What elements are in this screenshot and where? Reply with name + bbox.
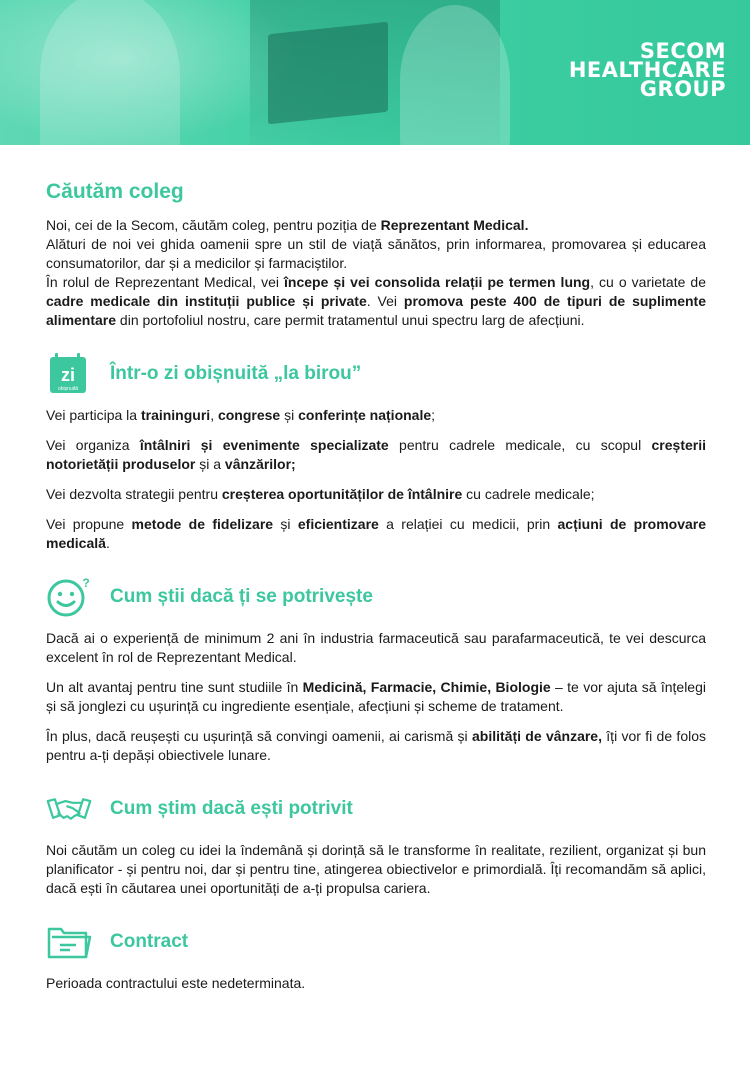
handshake-icon — [46, 786, 92, 832]
bold-text: începe și vei consolida relații pe termen lung — [284, 274, 591, 290]
text-run: pentru cadrele medicale, cu scopul — [388, 437, 652, 453]
bold-text: metode de fidelizare — [131, 516, 274, 532]
intro-paragraph — [46, 273, 706, 330]
logo-line-2: HEALTHCARE — [568, 58, 726, 82]
section-header — [46, 918, 706, 966]
text-run: cu cadrele medicale; — [462, 486, 595, 502]
text-run: În plus, dacă reușești cu ușurință să convingi oamenii, ai carismă și — [46, 728, 472, 744]
section-heading: Cum știi dacă ți se potrivește — [110, 586, 373, 607]
text-run: Perioada contractului este nedeterminata. — [46, 975, 306, 991]
bold-text: eficientizare — [297, 516, 379, 532]
brand-logo — [568, 39, 726, 101]
bold-text: Reprezentant Medical. — [380, 217, 529, 233]
text-run: , cu o varietate de — [590, 274, 706, 290]
text-run: Un alt avantaj pentru tine sunt studiile în — [46, 679, 303, 695]
section-paragraph — [46, 974, 706, 993]
section-header — [46, 785, 706, 833]
logo-line-3: GROUP — [639, 77, 726, 101]
text-run: – te vor ajuta să înțelegi și să jonglezi cu ușurință cu ingrediente esențiale, afecțiuni și scheme de tratament. — [46, 679, 706, 714]
hero-person-left — [40, 0, 180, 145]
section-heading: Cum știm dacă ești potrivit — [110, 798, 353, 819]
intro-paragraph — [46, 235, 706, 273]
text-run: , — [210, 407, 218, 423]
section-paragraph — [46, 841, 706, 898]
text-run: Vei participa la — [46, 407, 141, 423]
text-run: Vei dezvolta strategii pentru — [46, 486, 222, 502]
text-run: îți vor fi de folos pentru a-ți depăși obiectivele lunare. — [46, 728, 706, 763]
logo-line-1: SECOM — [639, 39, 726, 63]
text-run: și a — [195, 456, 225, 472]
bold-text: creșterii notorietății produselor — [46, 437, 706, 472]
section-paragraph — [46, 436, 706, 474]
text-run: din portofoliul nostru, care permit tratamentul unui spectru larg de afecțiuni. — [116, 312, 585, 328]
bold-text: acțiuni de promovare medicală — [46, 516, 707, 551]
text-run: Dacă ai o experiență de minimum 2 ani în industria farmaceutică sau parafarmaceutică, te vei descurca excelent în rol de Reprezentant Medical. — [46, 630, 706, 665]
text-run: a relației cu medicii, prin — [378, 516, 558, 532]
hero-person-right — [400, 5, 510, 145]
section-paragraph — [46, 678, 706, 716]
svg-text:obișnuită: obișnuită — [57, 386, 79, 392]
section-heading: Contract — [110, 931, 189, 952]
section-paragraph — [46, 515, 706, 553]
job-posting — [46, 180, 706, 993]
section-fit-us — [46, 785, 706, 898]
bold-text: congrese — [217, 407, 281, 423]
intro-paragraph — [46, 216, 706, 235]
text-run: În rolul de Reprezentant Medical, vei — [46, 274, 285, 290]
bold-text: creșterea oportunităților de întâlnire — [221, 486, 463, 502]
bold-text: Medicină, Farmacie, Chimie, Biologie — [302, 679, 551, 695]
section-fit-you — [46, 573, 706, 765]
bold-text: cadre medicale din instituții publice și private — [46, 293, 367, 309]
text-run: și — [280, 407, 299, 423]
intro-block — [46, 216, 706, 330]
section-paragraph — [46, 485, 706, 504]
folder-icon — [46, 919, 92, 965]
hero-banner — [0, 0, 750, 145]
section-paragraph — [46, 727, 706, 765]
text-run: Vei propune — [46, 516, 132, 532]
bold-text: întâlniri și evenimente specializate — [139, 437, 389, 453]
text-run: Noi căutăm un coleg cu idei la îndemână și dorință să le transforme în realitate, rezilient, organizat și bun planificator - și pentru noi, dar și pentru tine, atingerea obiectivelor e primordială. Îți recomandăm să aplici, dacă ești în căutarea unei oportunități de a-ți propulsa cariera. — [46, 842, 706, 896]
section-office-day — [46, 350, 706, 553]
section-header — [46, 573, 706, 621]
text-run: . — [105, 535, 110, 551]
text-run: ; — [431, 407, 436, 423]
text-run: Noi, cei de la Secom, căutăm coleg, pentru poziția de — [46, 217, 381, 233]
text-run: . Vei — [366, 293, 404, 309]
section-paragraph — [46, 629, 706, 667]
hero-monitor — [268, 22, 388, 125]
text-run: Vei organiza — [46, 437, 140, 453]
bold-text: vânzărilor; — [224, 456, 296, 472]
section-contract — [46, 918, 706, 993]
section-heading: Într-o zi obișnuită „la birou” — [110, 363, 362, 384]
calendar-icon — [46, 351, 92, 397]
svg-text:zi: zi — [60, 365, 76, 385]
text-run: Alături de noi vei ghida oamenii spre un stil de viață sănătos, prin informarea, promovarea și educarea consumatorilor, dar și a medicilor și farmaciștilor. — [46, 236, 706, 271]
smiley-question-icon — [46, 574, 92, 620]
section-header — [46, 350, 706, 398]
svg-text:?: ? — [82, 576, 90, 590]
bold-text: traininguri — [140, 407, 211, 423]
section-paragraph — [46, 406, 706, 425]
text-run: și — [273, 516, 298, 532]
bold-text: conferințe naționale — [298, 407, 432, 423]
bold-text: abilități de vânzare, — [471, 728, 602, 744]
page-title: Căutăm coleg — [46, 180, 184, 203]
bold-text: promova peste 400 de tipuri de suplimente alimentare — [46, 293, 706, 328]
